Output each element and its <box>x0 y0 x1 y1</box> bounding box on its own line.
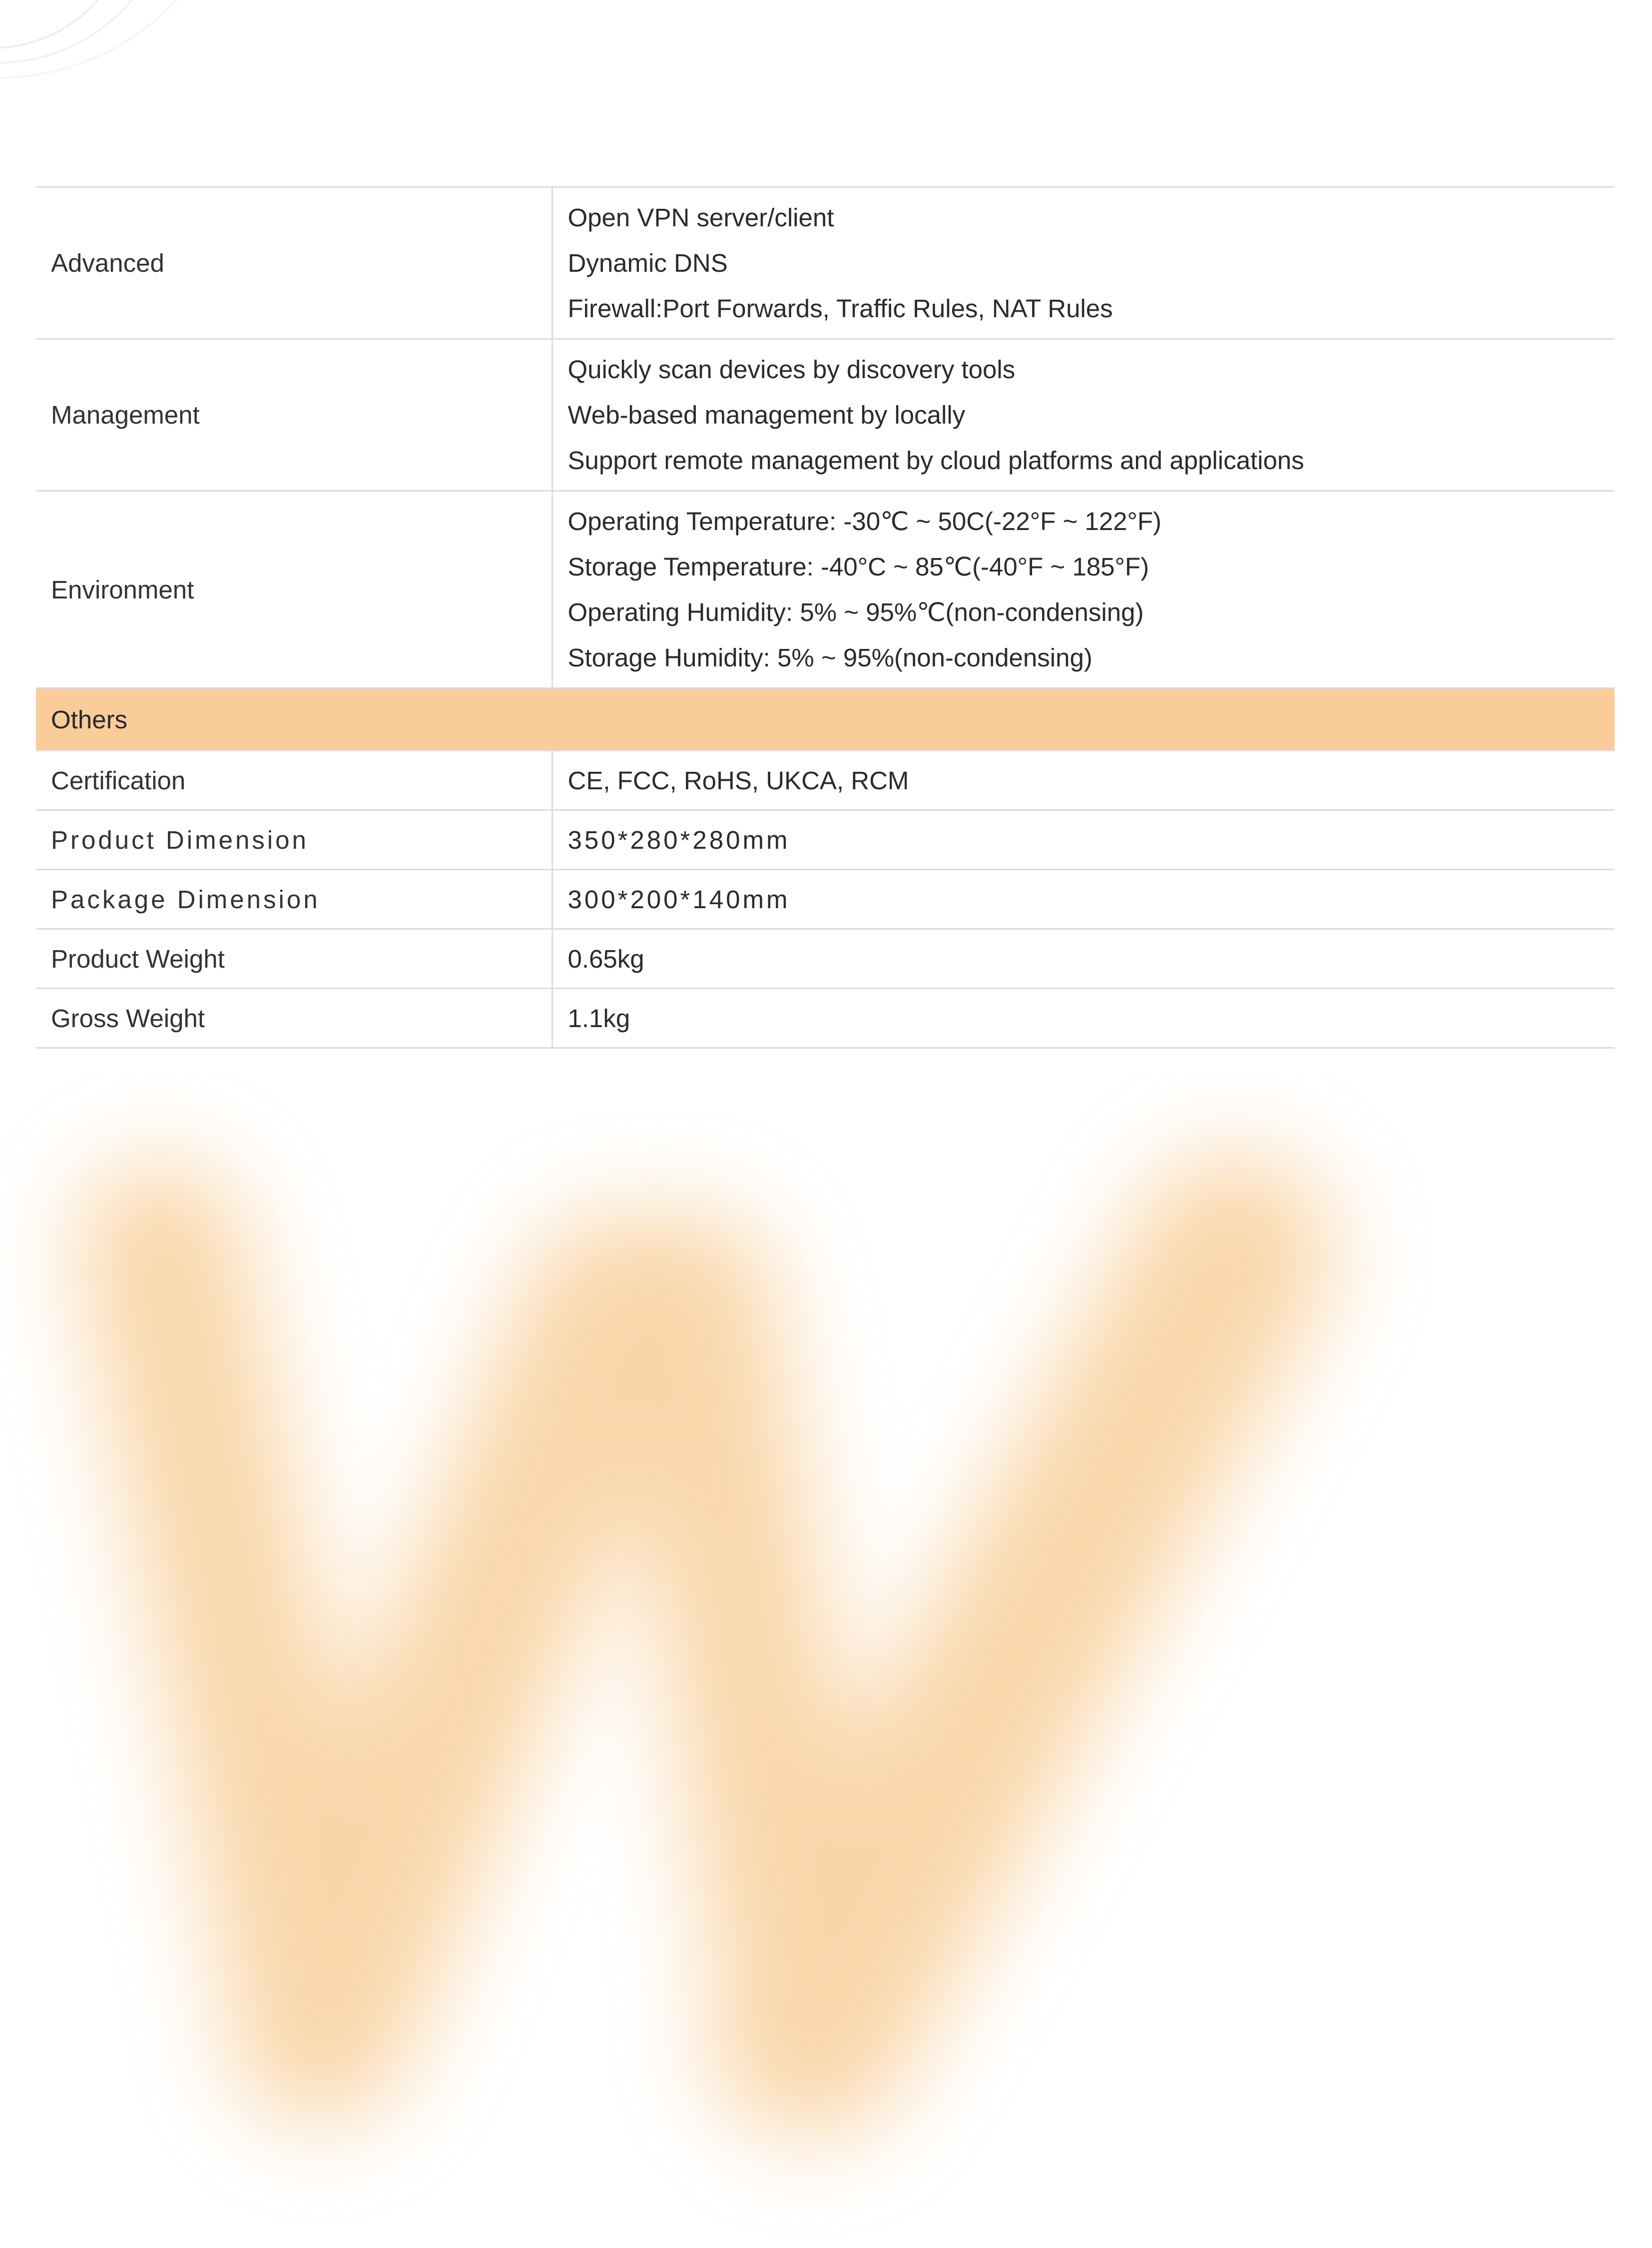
spec-label: Certification <box>36 751 552 810</box>
spec-value: Firewall:Port Forwards, Traffic Rules, NAT Rules <box>567 294 1113 323</box>
spec-value: 300*200*140mm <box>552 870 1615 929</box>
table-row-gross-weight <box>36 989 1615 1048</box>
table-row-certification <box>36 751 1615 810</box>
decorative-ring <box>0 0 134 49</box>
spec-label: Environment <box>36 491 552 688</box>
spec-label: Advanced <box>36 187 552 339</box>
spec-value: 350*280*280mm <box>552 810 1615 870</box>
spec-value: Web-based management by locally <box>567 401 966 429</box>
spec-value: Operating Humidity: 5% ~ 95%℃(non-condensing) <box>567 598 1144 626</box>
spec-label: Management <box>36 339 552 491</box>
spec-value-list <box>552 339 1615 491</box>
table-row-package-dimension <box>36 870 1615 929</box>
table-row-environment <box>36 491 1615 688</box>
concentric-rings-icon <box>0 0 244 79</box>
spec-label: Package Dimension <box>36 870 552 929</box>
spec-value: 0.65kg <box>552 929 1615 989</box>
spec-label: Product Dimension <box>36 810 552 870</box>
spec-value-list <box>552 491 1615 688</box>
spec-label: Gross Weight <box>36 989 552 1048</box>
decorative-ring <box>0 0 174 64</box>
spec-value: Open VPN server/client <box>567 203 834 232</box>
spec-value: Operating Temperature: -30℃ ~ 50C(-22°F ~ 122°F) <box>567 507 1162 536</box>
spec-value-list <box>552 187 1615 339</box>
section-title: Others <box>36 688 1615 751</box>
spec-value: CE, FCC, RoHS, UKCA, RCM <box>552 751 1615 810</box>
spec-table <box>36 186 1615 1049</box>
spec-value: 1.1kg <box>552 989 1615 1048</box>
spec-value: Quickly scan devices by discovery tools <box>567 355 1016 384</box>
blurred-w-logo-icon <box>0 1074 1652 2248</box>
table-row-advanced <box>36 187 1615 339</box>
spec-value: Storage Humidity: 5% ~ 95%(non-condensing) <box>567 643 1093 672</box>
spec-value: Storage Temperature: -40°C ~ 85℃(-40°F ~ 185°F) <box>567 553 1149 581</box>
table-row-product-weight <box>36 929 1615 989</box>
spec-label: Product Weight <box>36 929 552 989</box>
table-row-management <box>36 339 1615 491</box>
spec-value: Dynamic DNS <box>567 249 728 277</box>
section-header-others <box>36 688 1615 751</box>
table-row-product-dimension <box>36 810 1615 870</box>
spec-value: Support remote management by cloud platforms and applications <box>567 446 1304 475</box>
